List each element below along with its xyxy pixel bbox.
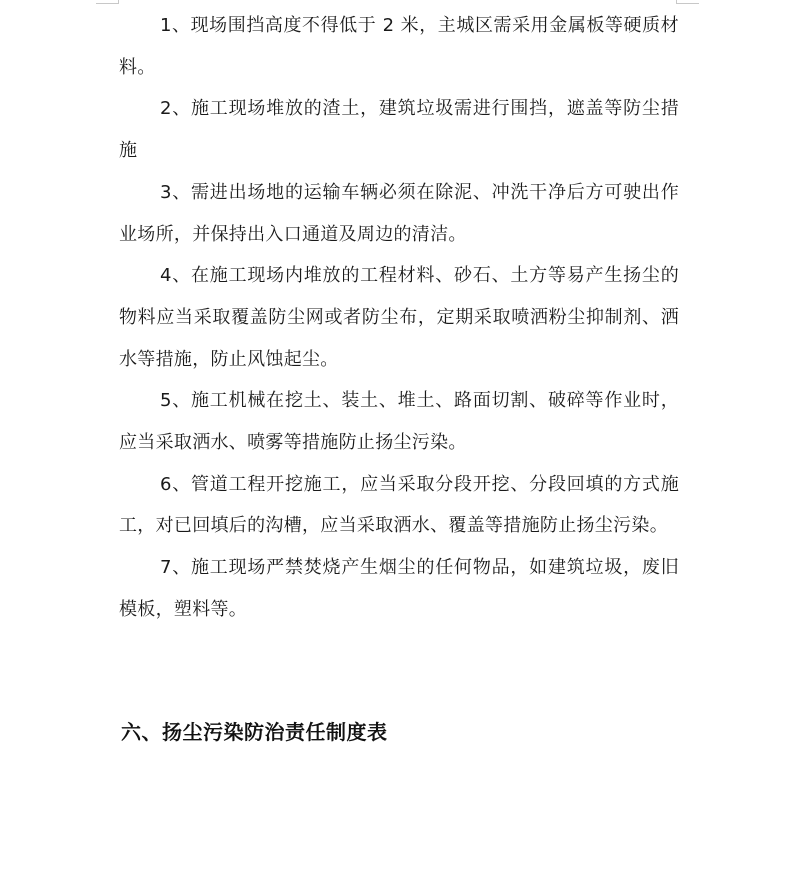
crop-mark-top-right — [676, 0, 699, 4]
document-body — [119, 5, 679, 631]
list-item: 3、需进出场地的运输车辆必须在除泥、冲洗干净后方可驶出作业场所，并保持出入口通道及周边的清洁。 — [119, 181, 679, 245]
list-item: 5、施工机械在挖土、装土、堆土、路面切割、破碎等作业时，应当采取洒水、喷雾等措施防止扬尘污染。 — [119, 390, 679, 454]
list-item: 6、管道工程开挖施工，应当采取分段开挖、分段回填的方式施工，对已回填后的沟槽，应当采取洒水、覆盖等措施防止扬尘污染。 — [119, 473, 679, 537]
list-item: 7、施工现场严禁焚烧产生烟尘的任何物品，如建筑垃圾，废旧模板，塑料等。 — [119, 557, 679, 620]
list-item: 1、现场围挡高度不得低于 2 米，主城区需采用金属板等硬质材料。 — [119, 15, 679, 78]
list-item: 4、在施工现场内堆放的工程材料、砂石、土方等易产生扬尘的物料应当采取覆盖防尘网或者防尘布，定期采取喷洒粉尘抑制剂、洒水等措施，防止风蚀起尘。 — [119, 265, 679, 370]
crop-mark-top-left — [96, 0, 119, 4]
list-item: 2、施工现场堆放的渣土，建筑垃圾需进行围挡，遮盖等防尘措施 — [119, 98, 679, 162]
section-heading: 六、扬尘污染防治责任制度表 — [121, 720, 388, 744]
